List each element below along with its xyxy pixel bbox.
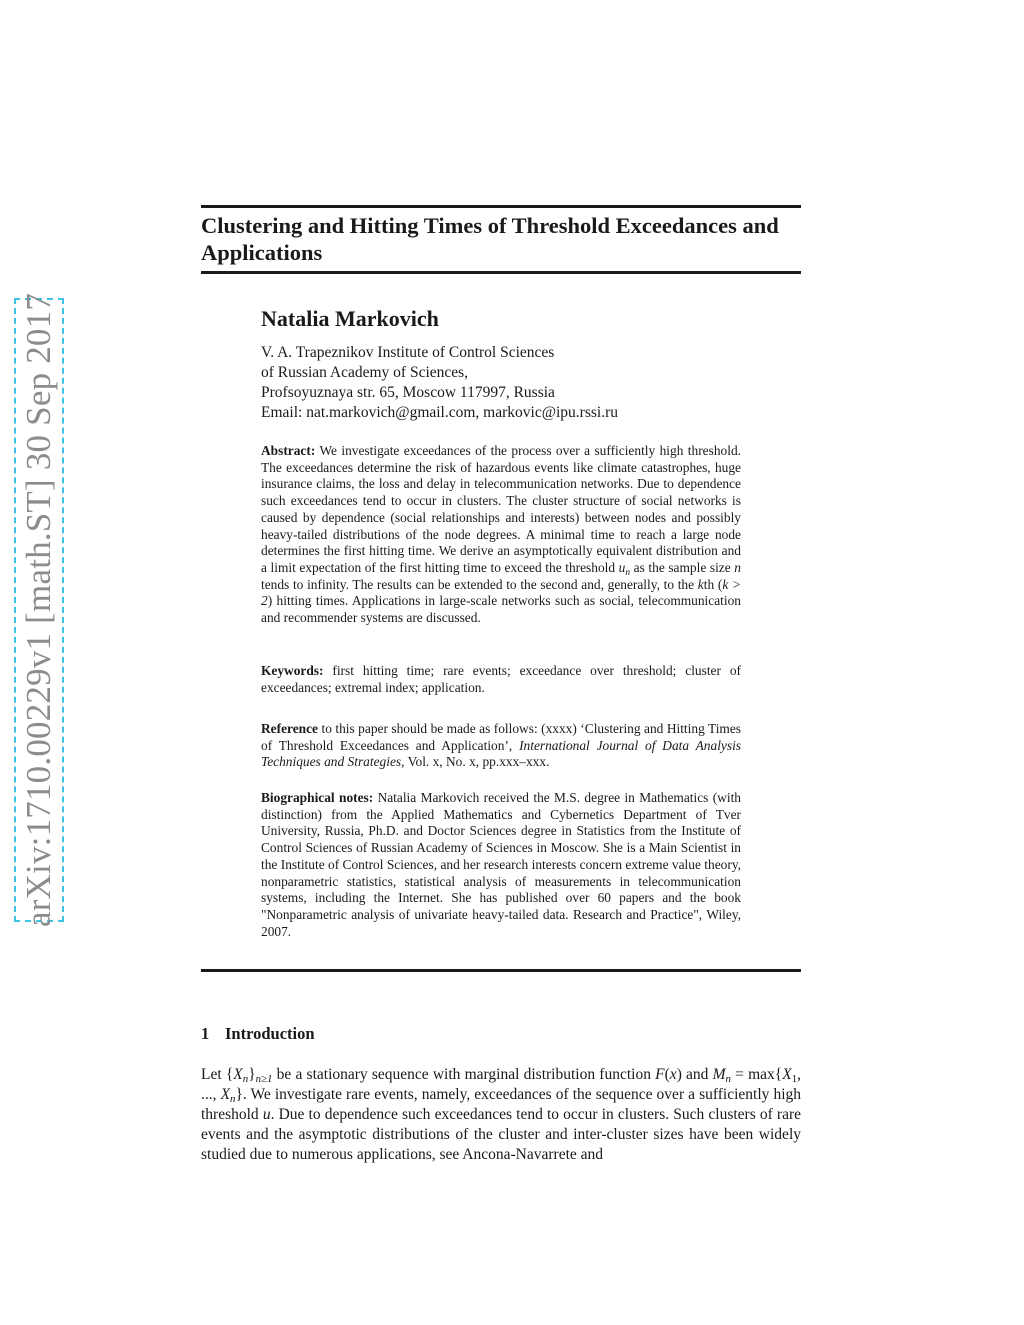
affiliation-line: Profsoyuznaya str. 65, Moscow 117997, Russia [261, 384, 555, 401]
abstract-text: ) hitting times. Applications in large-scale networks such as social, telecommunication and recommender systems are discussed. [261, 593, 741, 626]
abstract-label: Abstract: [261, 443, 316, 458]
arxiv-side-stamp [14, 292, 64, 928]
abstract-bottom-rule [201, 969, 801, 972]
abstract-text: tends to infinity. The results can be extended to the second and, generally, to the [261, 576, 695, 592]
math-k-condition: k > 2 [261, 576, 741, 609]
math-k: k [697, 576, 704, 592]
author-affiliation [261, 343, 741, 423]
abstract-text: We investigate exceedances of the process over a sufficiently high threshold. The exceedances determine the risk of hazardous events like climate catastrophes, huge insurance claims, the loss and delay in telecommunication networks. Due to dependence such exceedances tend to occur in clusters. The cluster structure of social networks is caused by dependence (social relationships and interests) between nodes and possibly heavy-tailed distributions of the node degrees. A minimal time to reach a large node determines the first hitting time. We derive an asymptotically equivalent distribution and a limit expectation of the first hitting time to exceed the threshold [261, 443, 741, 575]
math-u: $u_n$ [618, 559, 631, 578]
affiliation-line: of Russian Academy of Sciences, [261, 364, 469, 381]
journal-name: International Journal of Data Analysis Techniques and Strategies [261, 737, 742, 770]
math-n: n [734, 559, 741, 575]
bio-label: Biographical notes: [261, 790, 374, 805]
affiliation-line: V. A. Trapeznikov Institute of Control Sciences [261, 344, 555, 361]
abstract [261, 443, 741, 627]
title-top-rule [201, 205, 801, 208]
affiliation-email: Email: nat.markovich@gmail.com, markovic@ipu.rssi.ru [261, 404, 618, 421]
section-number: 1 [201, 1024, 210, 1043]
abstract-text: as the sample size [633, 559, 731, 575]
paper-title: Clustering and Hitting Times of Threshold Exceedances and Applications [201, 213, 779, 265]
section-heading [201, 1024, 315, 1044]
bio-text: Natalia Markovich received the M.S. degree in Mathematics (with distinction) from the Applied Mathematics and Cybernetics Department of Tver University, Russia, Ph.D. and Doctor Sciences degree in Statistics from the Institute of Control Sciences of Russian Academy of Sciences in Moscow. She is a Main Scientist in the Institute of Control Sciences, and her research interests concern extreme value theory, nonparametric statistics, statistical analysis of measurements in telecommunication systems, including the Internet. She has published over 60 papers and the book "Nonparametric analysis of univariate heavy-tailed data. Research and Practice", Wiley, 2007. [261, 790, 741, 939]
keywords [261, 663, 741, 696]
reference-text: to this paper should be made as follows: (xxxx) ‘Clustering and Hitting Times of Threshold Exceedances and Application’, [261, 721, 741, 753]
biographical-notes [261, 790, 741, 940]
intro-paragraph: Let $\{X_n\}_{n\ge 1}$ be a stationary sequence with marginal distribution function F(x) and $M_n = \max\{X_1$, ..., $X_n$}. We investigate rare events, namely, exceedances of the sequence over a sufficiently high threshold u. Due to dependence such exceedances tend to occur in clusters. Such clusters of rare events and the asymptotic distributions of the cluster and inter-cluster sizes have been widely studied due to numerous applications, see Ancona-Navarrete and [201, 1066, 802, 1163]
abstract-text: th ( [703, 576, 723, 592]
reference-details: , Vol. x, No. x, pp.xxx–xxx. [401, 754, 550, 770]
section-title: Introduction [225, 1024, 315, 1043]
arxiv-identifier: arXiv:1710.00229v1 [math.ST] 30 Sep 2017 [19, 292, 58, 928]
author-name: Natalia Markovich [261, 306, 439, 331]
keywords-text: first hitting time; rare events; exceedance over threshold; cluster of exceedances; extremal index; application. [261, 663, 741, 695]
reference-note [261, 721, 741, 771]
title-bottom-rule [201, 271, 801, 274]
keywords-label: Keywords: [261, 663, 324, 678]
reference-label: Reference [261, 721, 318, 736]
